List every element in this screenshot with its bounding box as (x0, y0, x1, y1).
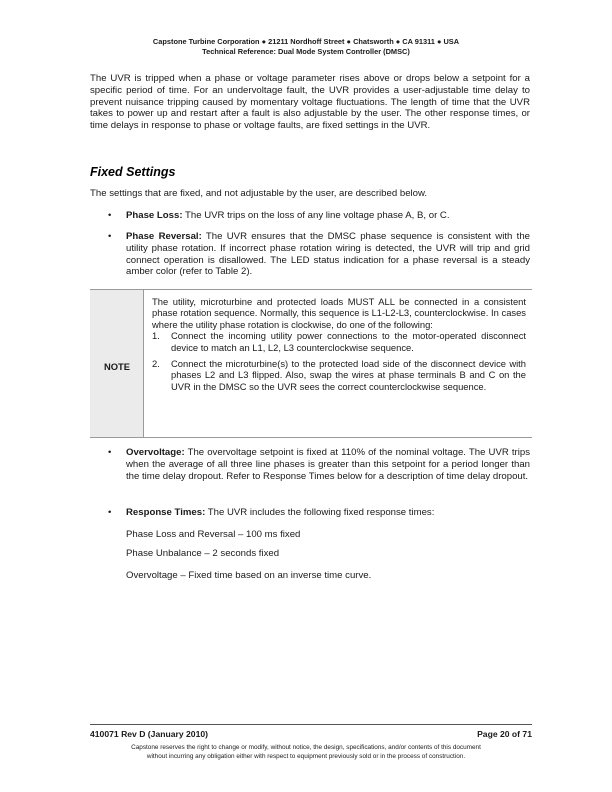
header-company-line: Capstone Turbine Corporation ● 21211 Nordhoff Street ● Chatsworth ● CA 91311 ● USA (152, 37, 460, 46)
intro-paragraph: The UVR is tripped when a phase or voltage parameter rises above or drops below a setpoint for a specific period of time. For an undervoltage fault, the UVR provides a user-adjustable time delay to prevent nuisance tripping caused by momentary voltage fluctuations. The length of time that the UVR takes to power up and restart after a fault is also adjustable by the user. The other response times, or time delays in response to phase or voltage faults, are fixed settings in the UVR. (90, 73, 530, 132)
bullet-label: Overvoltage: (126, 447, 185, 458)
bullet-response-times (108, 507, 530, 519)
note-item-number: 1. (152, 330, 160, 342)
note-label-cell (90, 290, 144, 437)
bullet-icon: • (108, 507, 112, 518)
note-item-text: Connect the microturbine(s) to the protected load side of the disconnect device with phases L2 and L3 flipped. Also, swap the wires at phase terminals B and C on the UVR in the DMSC so the UVR sees the correct counterclockwise sequence. (171, 358, 526, 392)
footer-doc-rev: 410071 Rev D (January 2010) (90, 729, 209, 739)
page-header (0, 37, 612, 57)
footer-divider (90, 724, 532, 725)
bullet-text: The overvoltage setpoint is fixed at 110% of the nominal voltage. The UVR trips when the average of all three line phases is greater than this setpoint for a period longer than the time delay dropout. Refer to Response Times below for a description of time delay dropout. (126, 447, 530, 482)
note-body (152, 296, 526, 392)
footer-page-number: Page 20 of 71 (477, 729, 532, 739)
header-doc-title: Technical Reference: Dual Mode System Controller (DMSC) (202, 47, 410, 56)
section-heading: Fixed Settings (90, 165, 176, 179)
bullet-label: Response Times: (126, 507, 206, 518)
disclaimer-line: Capstone reserves the right to change or modify, without notice, the design, specifications, and/or contents of this document (131, 744, 481, 751)
bullet-overvoltage (108, 447, 530, 482)
section-lead: The settings that are fixed, and not adjustable by the user, are described below. (90, 188, 428, 199)
bullet-phase-loss (108, 210, 530, 222)
response-time-item: Overvoltage – Fixed time based on an inverse time curve. (126, 570, 372, 581)
note-text: The utility, microturbine and protected loads MUST ALL be connected in a consistent phase rotation sequence. Normally, this sequence is L1-L2-L3, counterclockwise. In cases where the utility phase rotation is clockwise, do one of the following: (152, 296, 526, 330)
bullet-phase-reversal (108, 231, 530, 278)
note-label: NOTE (103, 361, 131, 372)
bullet-text: The UVR includes the following fixed response times: (205, 507, 435, 518)
disclaimer-line: without incurring any obligation either with respect to equipment previously sold or in the process of construction. (146, 752, 466, 760)
bullet-label: Phase Reversal: (126, 231, 202, 242)
bullet-icon: • (108, 210, 112, 221)
bullet-icon: • (108, 447, 112, 458)
bullet-label: Phase Loss: (126, 210, 183, 221)
bullet-text: The UVR ensures that the DMSC phase sequence is consistent with the utility phase rotation. If incorrect phase rotation wiring is detected, the UVR will trip and grid connect operation is disallowed. The LED status indication for a phase reversal is a steady amber color (refer to Table 2). (126, 231, 530, 278)
note-list-item (152, 330, 526, 353)
response-time-item: Phase Loss and Reversal – 100 ms fixed (126, 529, 301, 540)
footer-disclaimer (80, 744, 532, 761)
bullet-icon: • (108, 231, 112, 242)
note-item-text: Connect the incoming utility power connections to the motor-operated disconnect device to match an L1, L2, L3 counterclockwise sequence. (171, 330, 526, 353)
bullet-text: The UVR trips on the loss of any line voltage phase A, B, or C. (182, 210, 450, 221)
note-box (90, 289, 532, 438)
note-item-number: 2. (152, 358, 160, 370)
response-time-item: Phase Unbalance – 2 seconds fixed (126, 548, 280, 559)
note-list-item (152, 358, 526, 392)
